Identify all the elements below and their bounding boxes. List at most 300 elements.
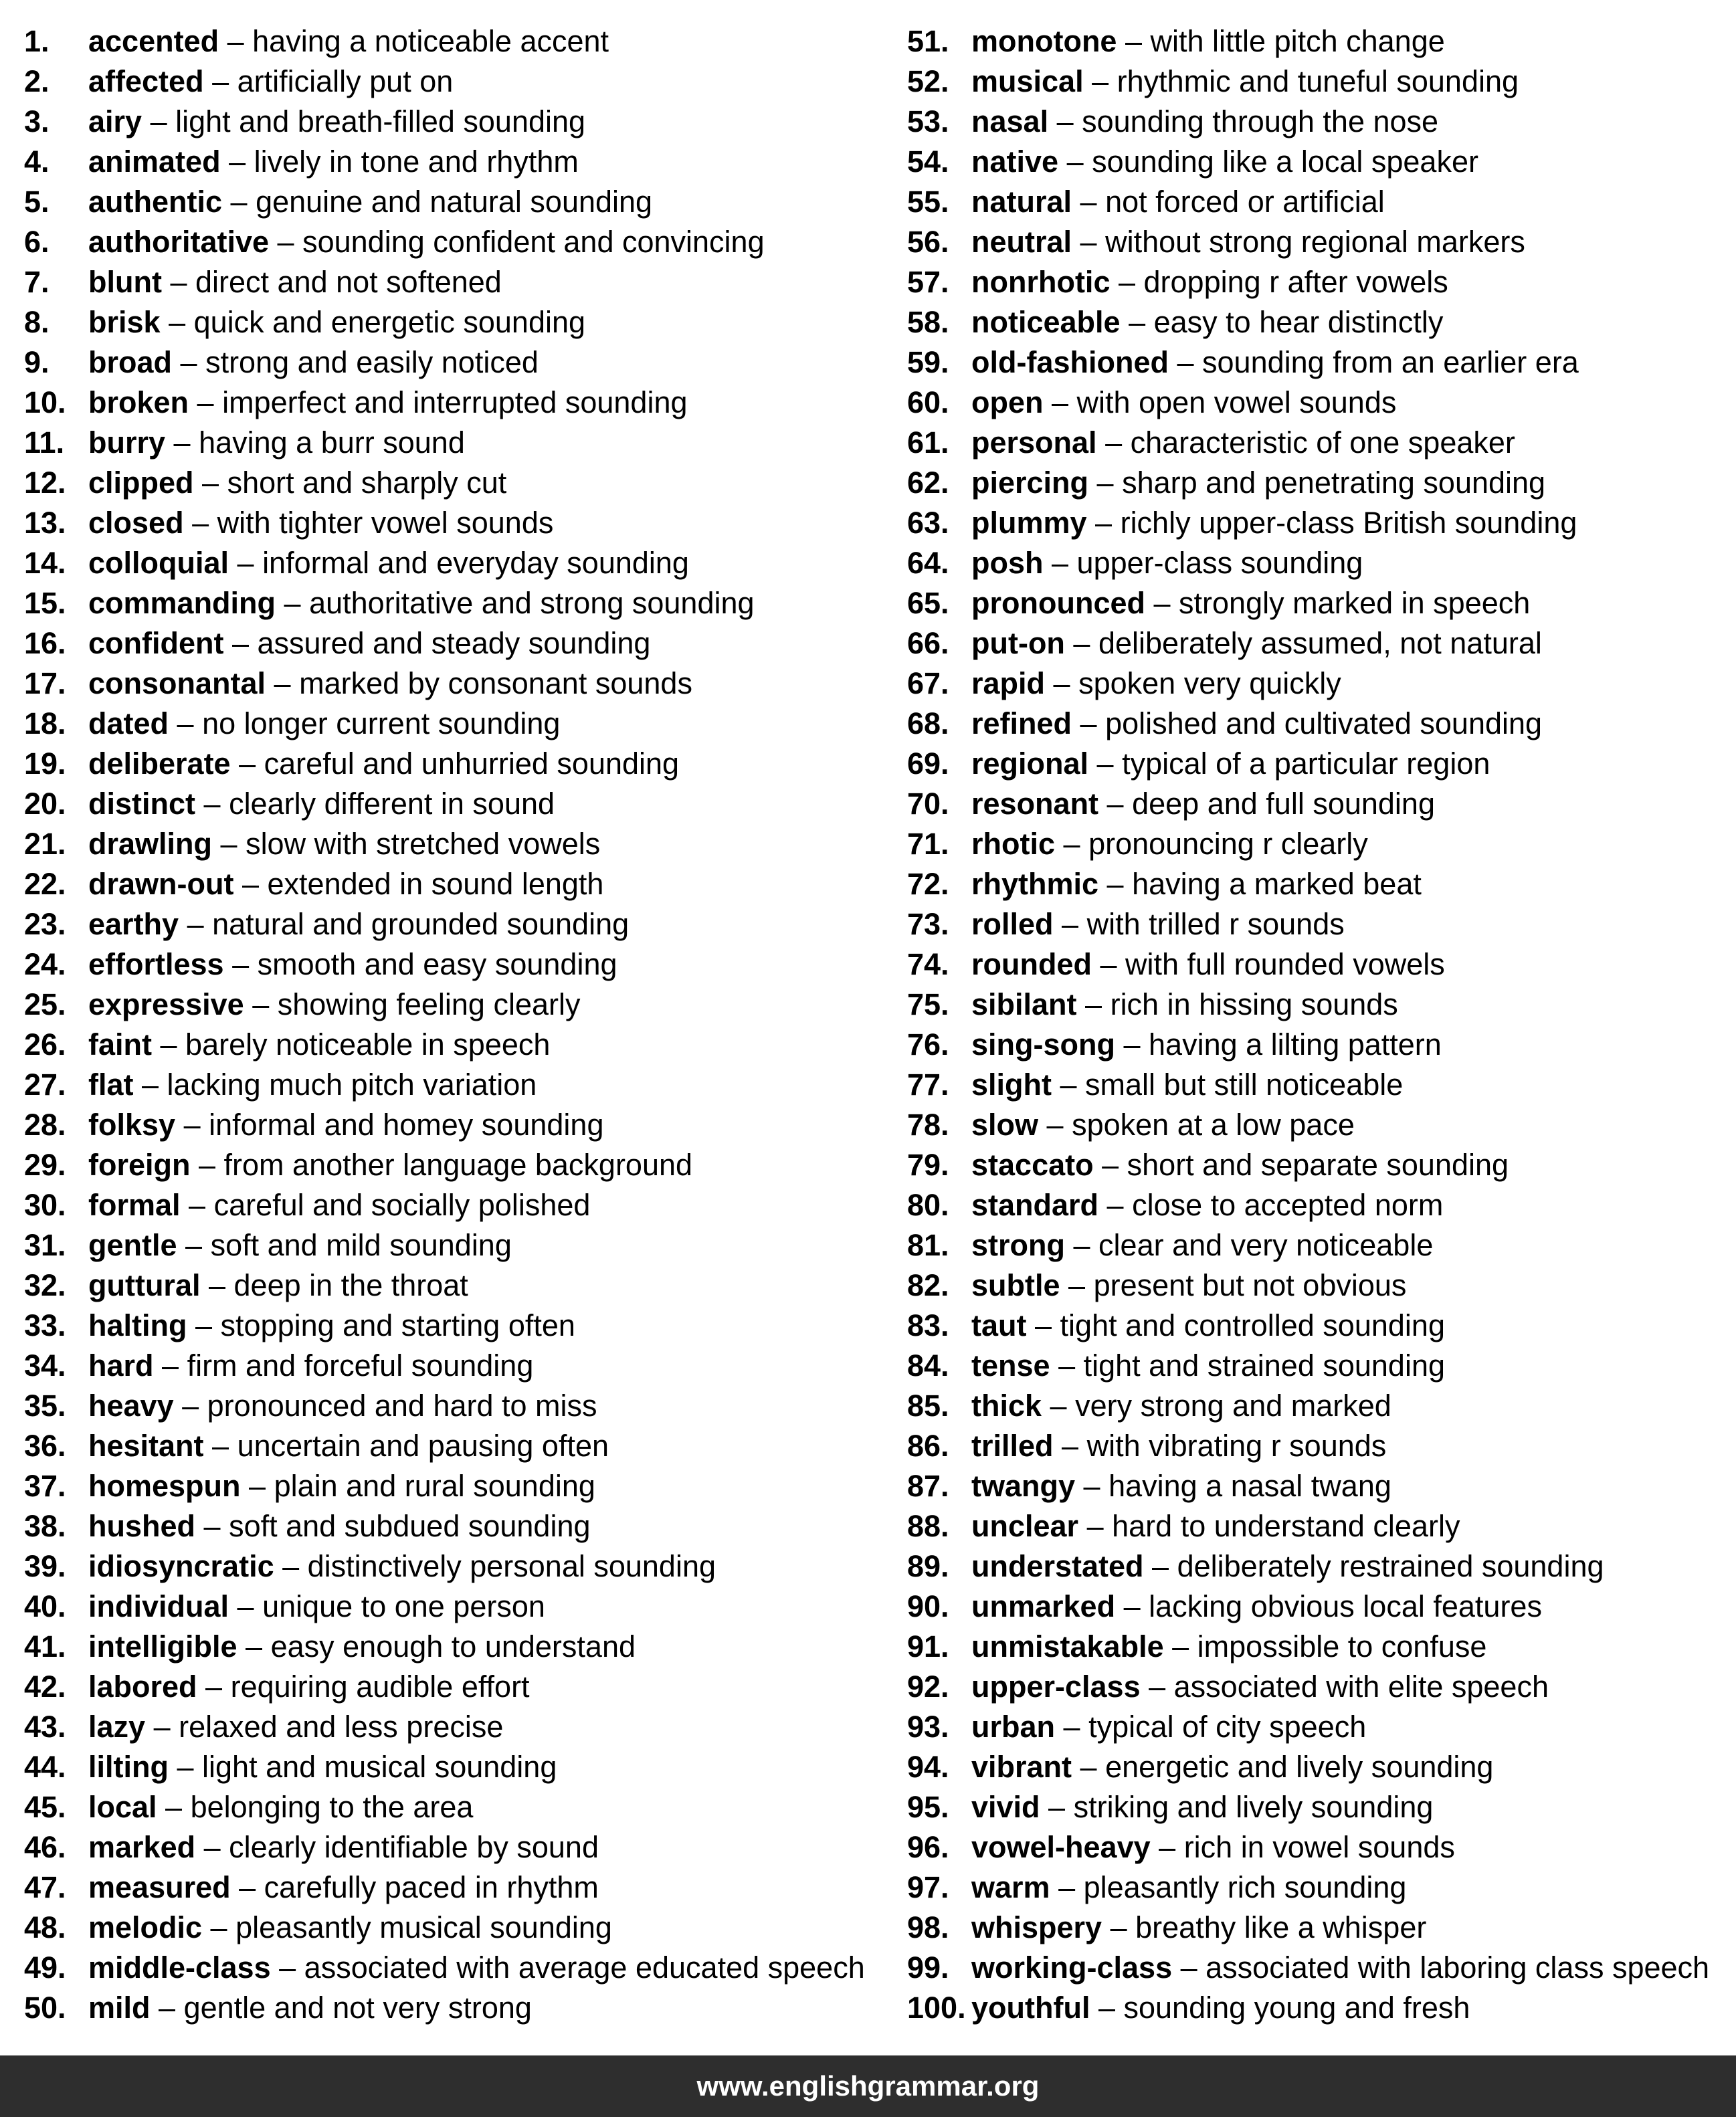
item-number: 58. [907,305,949,339]
item-definition: upper-class sounding [1076,546,1363,580]
item-term: heavy [88,1389,174,1423]
item-term: standard [971,1188,1099,1222]
item-separator: – [145,1710,179,1744]
item-term: closed [88,506,184,540]
list-item [24,1787,865,1827]
item-definition: uncertain and pausing often [237,1429,609,1463]
item-separator: – [1172,1950,1206,1985]
item-separator: – [1086,506,1121,540]
item-term: piercing [971,466,1089,500]
item-definition: having a lilting pattern [1149,1027,1442,1062]
item-term: gentle [88,1228,177,1262]
item-separator: – [1098,867,1133,901]
item-separator: – [1076,987,1111,1021]
item-separator: – [274,1549,308,1583]
item-term: authentic [88,185,223,219]
item-definition: without strong regional markers [1105,225,1525,259]
item-separator: – [179,907,213,941]
item-term: strong [971,1228,1065,1262]
item-separator: – [1150,1830,1184,1864]
list-item [907,985,1709,1025]
list-item [907,1386,1709,1426]
item-definition: smooth and easy sounding [257,947,617,981]
item-separator: – [197,1670,231,1704]
item-term: effortless [88,947,224,981]
item-definition: having a burr sound [199,425,465,460]
item-separator: – [1168,345,1203,379]
item-definition: breathy like a whisper [1135,1910,1427,1944]
item-term: broken [88,385,189,419]
list-item [24,1306,865,1346]
item-term: upper-class [971,1670,1141,1704]
item-term: whispery [971,1910,1102,1944]
item-term: folksy [88,1108,176,1142]
item-number: 77. [907,1068,949,1102]
item-number: 88. [907,1509,949,1543]
list-item [907,62,1709,102]
item-definition: clearly identifiable by sound [229,1830,599,1864]
list-item [907,1908,1709,1948]
list-item [907,1868,1709,1908]
item-definition: sounding like a local speaker [1092,144,1478,179]
item-separator: – [1060,1268,1094,1302]
item-separator: – [189,385,223,419]
footer-bar [0,2055,1736,2117]
item-term: consonantal [88,666,266,700]
item-separator: – [1091,947,1126,981]
item-term: airy [88,104,142,138]
item-separator: – [200,1268,234,1302]
item-separator: – [165,425,199,460]
item-separator: – [1145,586,1179,620]
item-term: broad [88,345,173,379]
list-item [907,1787,1709,1827]
item-definition: barely noticeable in speech [185,1027,551,1062]
item-term: intelligible [88,1629,237,1664]
item-number: 31. [24,1228,66,1262]
item-term: earthy [88,907,179,941]
item-number: 84. [907,1348,949,1383]
item-number: 95. [907,1790,949,1824]
item-definition: assured and steady sounding [257,626,651,660]
item-term: halting [88,1308,187,1342]
item-number: 1. [24,24,50,58]
item-definition: easy to hear distinctly [1153,305,1444,339]
item-number: 82. [907,1268,949,1302]
item-term: homespun [88,1469,241,1503]
item-term: tense [971,1348,1050,1383]
list-item [24,623,865,664]
item-definition: slow with stretched vowels [246,827,601,861]
item-number: 74. [907,947,949,981]
item-term: affected [88,64,204,98]
item-term: flat [88,1068,134,1102]
item-number: 97. [907,1870,949,1904]
item-number: 76. [907,1027,949,1062]
item-definition: associated with elite speech [1173,1670,1549,1704]
item-number: 41. [24,1629,66,1664]
item-separator: – [1050,1348,1084,1383]
list-item [907,1827,1709,1868]
list-item [24,985,865,1025]
item-number: 28. [24,1108,66,1142]
item-definition: with full rounded vowels [1125,947,1445,981]
list-item [24,1667,865,1707]
item-term: hushed [88,1509,196,1543]
item-definition: pronounced and hard to miss [207,1389,597,1423]
item-definition: spoken very quickly [1078,666,1341,700]
item-separator: – [1048,104,1082,138]
list-item [907,824,1709,864]
item-term: measured [88,1870,231,1904]
item-number: 80. [907,1188,949,1222]
item-separator: – [133,1068,167,1102]
item-separator: – [175,1108,209,1142]
list-item [907,1065,1709,1105]
item-separator: – [1143,1549,1177,1583]
item-separator: – [1072,706,1106,740]
list-item [907,1306,1709,1346]
item-separator: – [183,506,217,540]
item-number: 55. [907,185,949,219]
item-definition: polished and cultivated sounding [1105,706,1543,740]
item-definition: with little pitch change [1150,24,1445,58]
list-item [907,1266,1709,1306]
item-term: vibrant [971,1750,1072,1784]
list-item [24,1546,865,1587]
item-definition: natural and grounded sounding [212,907,630,941]
list-item [24,1988,865,2028]
item-number: 68. [907,706,949,740]
item-definition: hard to understand clearly [1112,1509,1460,1543]
item-number: 79. [907,1148,949,1182]
item-number: 43. [24,1710,66,1744]
item-definition: dropping r after vowels [1143,265,1448,299]
item-number: 23. [24,907,66,941]
list-item [24,142,865,182]
item-separator: – [220,144,254,179]
item-separator: – [1053,907,1087,941]
item-number: 16. [24,626,66,660]
item-separator: – [203,1429,237,1463]
item-definition: striking and lively sounding [1073,1790,1434,1824]
list-item [24,463,865,503]
item-definition: with tighter vowel sounds [217,506,554,540]
item-number: 85. [907,1389,949,1423]
item-term: plummy [971,506,1087,540]
item-separator: – [153,1348,187,1383]
item-definition: very strong and marked [1075,1389,1391,1423]
item-definition: strong and easily noticed [205,345,539,379]
item-separator: – [1045,666,1079,700]
list-item [907,1346,1709,1386]
item-definition: deep and full sounding [1132,787,1435,821]
item-number: 70. [907,787,949,821]
item-definition: sounding confident and convincing [302,225,765,259]
item-definition: belonging to the area [190,1790,474,1824]
item-separator: – [177,1228,211,1262]
item-number: 92. [907,1670,949,1704]
item-number: 2. [24,64,50,98]
item-definition: having a noticeable accent [252,24,609,58]
item-number: 89. [907,1549,949,1583]
list-item [24,1747,865,1787]
item-separator: – [223,947,258,981]
item-definition: close to accepted norm [1132,1188,1444,1222]
item-separator: – [1117,24,1151,58]
item-number: 59. [907,345,949,379]
item-number: 25. [24,987,66,1021]
item-separator: – [202,1910,236,1944]
item-definition: requiring audible effort [230,1670,530,1704]
list-item [907,423,1709,463]
item-definition: rhythmic and tuneful sounding [1117,64,1519,98]
item-definition: extended in sound length [267,867,604,901]
item-separator: – [1064,626,1098,660]
item-separator: – [230,746,264,781]
list-item [907,1426,1709,1466]
item-term: sibilant [971,987,1077,1021]
item-term: brisk [88,305,161,339]
item-definition: informal and homey sounding [209,1108,604,1142]
item-definition: clear and very noticeable [1098,1228,1434,1262]
list-item [24,944,865,985]
list-item [24,62,865,102]
item-term: slow [971,1108,1039,1142]
item-number: 26. [24,1027,66,1062]
item-separator: – [270,1950,304,1985]
list-item [24,1466,865,1506]
item-separator: – [1140,1670,1174,1704]
list-item [24,102,865,142]
item-number: 39. [24,1549,66,1583]
item-definition: present but not obvious [1093,1268,1407,1302]
list-item [24,583,865,623]
item-number: 65. [907,586,949,620]
item-separator: – [173,1389,207,1423]
item-separator: – [187,1308,221,1342]
item-definition: spoken at a low pace [1072,1108,1355,1142]
list-item [24,1948,865,1988]
item-number: 4. [24,144,50,179]
item-term: middle-class [88,1950,271,1985]
item-definition: small but still noticeable [1085,1068,1404,1102]
item-term: nasal [971,104,1049,138]
item-term: formal [88,1188,181,1222]
item-number: 54. [907,144,949,179]
list-item [24,824,865,864]
item-term: colloquial [88,546,229,580]
item-term: dated [88,706,169,740]
word-list-column-right [907,21,1709,2028]
item-number: 48. [24,1910,66,1944]
item-separator: – [219,24,253,58]
item-separator: – [142,104,176,138]
item-definition: marked by consonant sounds [299,666,692,700]
list-item [907,262,1709,302]
list-item [907,463,1709,503]
item-term: natural [971,185,1072,219]
list-item [24,222,865,262]
item-term: foreign [88,1148,191,1182]
item-definition: with open vowel sounds [1076,385,1397,419]
item-separator: – [269,225,303,259]
item-separator: – [240,1469,274,1503]
item-term: blunt [88,265,162,299]
item-number: 36. [24,1429,66,1463]
item-definition: with trilled r sounds [1086,907,1345,941]
item-definition: light and breath-filled sounding [175,104,586,138]
item-separator: – [195,787,229,821]
item-definition: associated with laboring class speech [1205,1950,1710,1985]
item-term: rounded [971,947,1092,981]
item-definition: carefully paced in rhythm [264,1870,599,1904]
item-number: 52. [907,64,949,98]
list-item [24,744,865,784]
list-item [907,1948,1709,1988]
item-term: working-class [971,1950,1173,1985]
item-separator: – [229,1589,263,1623]
item-term: marked [88,1830,196,1864]
list-item [24,1627,865,1667]
item-definition: lively in tone and rhythm [254,144,579,179]
list-item [907,1587,1709,1627]
item-term: vowel-heavy [971,1830,1151,1864]
list-item [907,1145,1709,1185]
item-separator: – [1163,1629,1197,1664]
item-term: rhotic [971,827,1056,861]
item-separator: – [172,345,206,379]
item-term: understated [971,1549,1144,1583]
item-separator: – [152,1027,186,1062]
item-definition: light and musical sounding [202,1750,557,1784]
item-term: rolled [971,907,1054,941]
item-number: 96. [907,1830,949,1864]
list-item [907,302,1709,342]
item-term: monotone [971,24,1117,58]
item-separator: – [1096,425,1131,460]
list-item [907,503,1709,543]
item-number: 8. [24,305,50,339]
item-separator: – [161,265,195,299]
item-term: idiosyncratic [88,1549,274,1583]
item-definition: tight and controlled sounding [1060,1308,1445,1342]
item-separator: – [157,1790,191,1824]
item-number: 72. [907,867,949,901]
item-number: 35. [24,1389,66,1423]
item-number: 38. [24,1509,66,1543]
item-number: 13. [24,506,66,540]
item-separator: – [195,1509,229,1543]
item-separator: – [1115,1027,1149,1062]
list-item [907,1988,1709,2028]
item-number: 17. [24,666,66,700]
list-item [907,21,1709,62]
item-term: unmistakable [971,1629,1164,1664]
item-term: subtle [971,1268,1060,1302]
item-separator: – [1040,1790,1074,1824]
item-separator: – [1042,1389,1076,1423]
item-separator: – [168,1750,203,1784]
item-number: 33. [24,1308,66,1342]
item-definition: impossible to confuse [1197,1629,1487,1664]
item-separator: – [1072,185,1106,219]
item-definition: pleasantly rich sounding [1083,1870,1407,1904]
item-term: unmarked [971,1589,1116,1623]
item-number: 98. [907,1910,949,1944]
item-definition: firm and forceful sounding [187,1348,534,1383]
item-separator: – [229,546,263,580]
item-number: 12. [24,466,66,500]
item-number: 51. [907,24,949,58]
item-separator: – [223,626,258,660]
list-item [907,222,1709,262]
item-term: lazy [88,1710,146,1744]
list-item [907,704,1709,744]
list-item [24,1185,865,1225]
item-number: 73. [907,907,949,941]
item-separator: – [1102,1910,1136,1944]
item-definition: sharp and penetrating sounding [1122,466,1546,500]
item-definition: easy enough to understand [270,1629,636,1664]
item-term: musical [971,64,1084,98]
item-number: 11. [24,425,65,460]
item-term: twangy [971,1469,1076,1503]
item-separator: – [1050,1870,1084,1904]
item-number: 14. [24,546,66,580]
list-item [24,904,865,944]
item-term: nonrhotic [971,265,1111,299]
item-number: 18. [24,706,66,740]
item-term: thick [971,1389,1042,1423]
item-number: 81. [907,1228,949,1262]
list-item [24,182,865,222]
list-item [24,1105,865,1145]
item-term: confident [88,626,224,660]
list-item [907,1105,1709,1145]
item-definition: short and sharply cut [227,466,507,500]
item-definition: sounding through the nose [1082,104,1439,138]
item-term: noticeable [971,305,1121,339]
item-definition: lacking obvious local features [1149,1589,1542,1623]
item-definition: energetic and lively sounding [1105,1750,1494,1784]
item-definition: careful and unhurried sounding [264,746,680,781]
list-item [907,1225,1709,1266]
item-number: 60. [907,385,949,419]
item-separator: – [1110,265,1144,299]
item-definition: pleasantly musical sounding [235,1910,612,1944]
list-item [907,904,1709,944]
item-definition: stopping and starting often [220,1308,575,1342]
item-definition: deliberately restrained sounding [1177,1549,1604,1583]
item-separator: – [1052,1068,1086,1102]
item-separator: – [1088,746,1123,781]
item-number: 10. [24,385,66,419]
list-item [907,1627,1709,1667]
item-number: 56. [907,225,949,259]
item-definition: careful and socially polished [213,1188,591,1222]
item-number: 21. [24,827,66,861]
item-term: hard [88,1348,154,1383]
item-definition: not forced or artificial [1105,185,1385,219]
item-number: 32. [24,1268,66,1302]
item-term: resonant [971,787,1099,821]
list-item [24,1908,865,1948]
item-term: authoritative [88,225,270,259]
item-number: 57. [907,265,949,299]
list-item [907,664,1709,704]
list-item [24,1386,865,1426]
